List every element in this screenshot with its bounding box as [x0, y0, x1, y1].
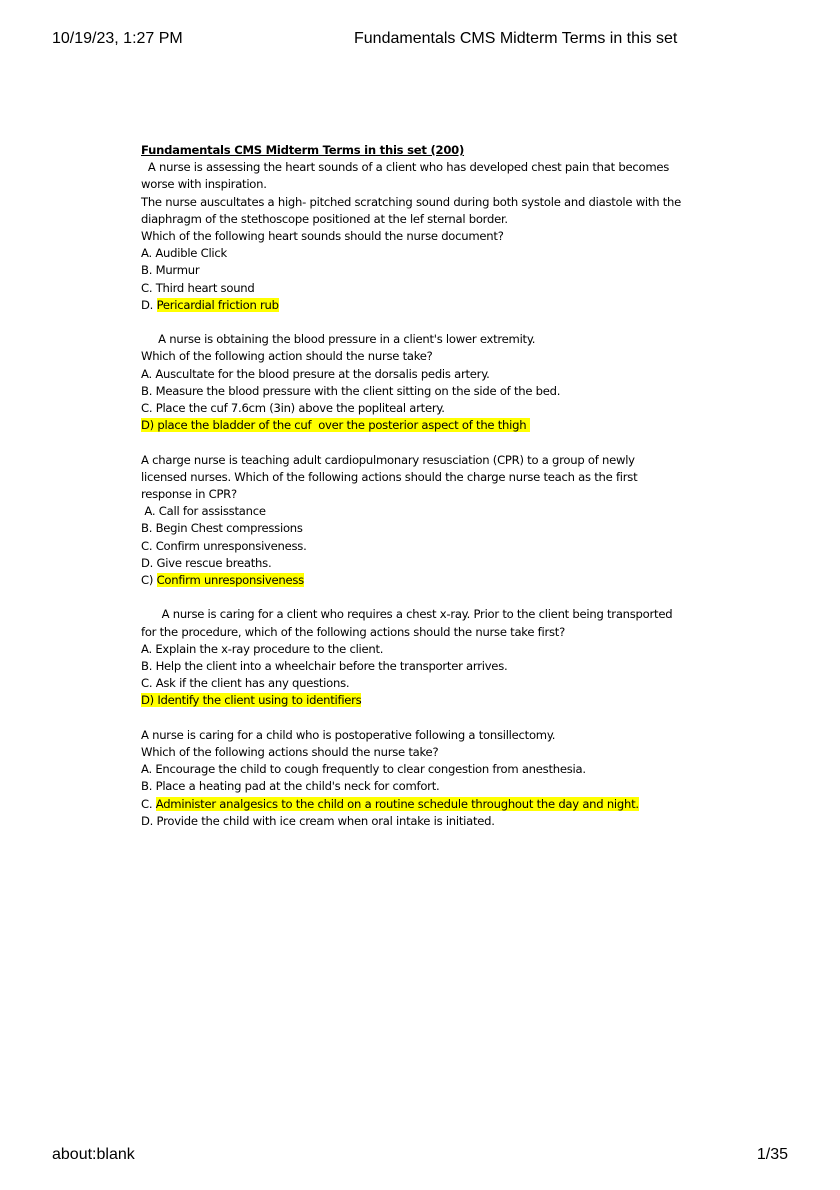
- print-datetime: 10/19/23, 1:27 PM: [52, 30, 183, 47]
- question-stem: for the procedure, which of the following actions should the nurse take first?: [141, 624, 565, 639]
- option-c: C. Third heart sound: [141, 280, 255, 295]
- option-d: D. Provide the child with ice cream when oral intake is initiated.: [141, 813, 495, 828]
- option-b: B. Help the client into a wheelchair before the transporter arrives.: [141, 659, 508, 674]
- question-stem: A nurse is assessing the heart sounds of a client who has developed chest pain that becomes: [141, 160, 670, 175]
- option-a: A. Call for assisstance: [141, 504, 266, 519]
- highlighted-answer: Confirm unresponsiveness: [156, 573, 304, 588]
- highlighted-answer: Pericardial friction rub: [156, 297, 279, 312]
- option-prefix: C.: [141, 796, 156, 811]
- question-3: [141, 452, 711, 590]
- question-stem: A nurse is caring for a child who is postoperative following a tonsillectomy.: [141, 727, 556, 742]
- highlighted-answer: D) Identify the client using to identifiers: [141, 693, 362, 708]
- answer-line: [141, 692, 711, 709]
- question-5: [141, 727, 711, 830]
- option-c: C. Confirm unresponsiveness.: [141, 538, 307, 553]
- option-c: C. Ask if the client has any questions.: [141, 676, 350, 691]
- question-stem: Which of the following actions should the nurse take?: [141, 745, 439, 760]
- option-a: A. Encourage the child to cough frequently to clear congestion from anesthesia.: [141, 762, 586, 777]
- option-b: B. Measure the blood pressure with the client sitting on the side of the bed.: [141, 383, 561, 398]
- option-d: [141, 297, 711, 314]
- answer-line: [141, 572, 711, 589]
- print-title: Fundamentals CMS Midterm Terms in this set: [354, 30, 678, 47]
- option-a: A. Auscultate for the blood presure at the dorsalis pedis artery.: [141, 366, 490, 381]
- option-b: B. Begin Chest compressions: [141, 521, 303, 536]
- option-c: [141, 796, 711, 813]
- document-body: [141, 142, 711, 830]
- option-prefix: D.: [141, 297, 157, 312]
- spacer: [141, 434, 711, 451]
- page-number: 1/35: [756, 1146, 788, 1163]
- option-a: A. Explain the x-ray procedure to the client.: [141, 641, 384, 656]
- spacer: [141, 314, 711, 331]
- question-4: [141, 606, 711, 709]
- question-1: [141, 159, 711, 314]
- spacer: [141, 710, 711, 727]
- question-stem: diaphragm of the stethoscope positioned at the lef sternal border.: [141, 211, 508, 226]
- question-stem: Which of the following action should the nurse take?: [141, 349, 433, 364]
- question-stem: response in CPR?: [141, 487, 237, 502]
- spacer: [141, 589, 711, 606]
- option-d: D. Give rescue breaths.: [141, 555, 272, 570]
- question-stem: A nurse is obtaining the blood pressure in a client's lower extremity.: [141, 332, 536, 347]
- question-stem: A nurse is caring for a client who requires a chest x-ray. Prior to the client being transported: [141, 607, 673, 622]
- highlighted-answer: D) place the bladder of the cuf over the posterior aspect of the thigh: [141, 418, 530, 433]
- option-a: A. Audible Click: [141, 246, 227, 261]
- print-url: about:blank: [52, 1146, 135, 1163]
- option-b: B. Murmur: [141, 263, 200, 278]
- document-title: Fundamentals CMS Midterm Terms in this set (200): [141, 143, 465, 157]
- answer-line: [141, 417, 711, 434]
- highlighted-answer: Administer analgesics to the child on a routine schedule throughout the day and night.: [155, 796, 639, 811]
- question-2: [141, 331, 711, 434]
- question-stem: Which of the following heart sounds should the nurse document?: [141, 229, 504, 244]
- question-stem: licensed nurses. Which of the following actions should the charge nurse teach as the first: [141, 469, 638, 484]
- question-stem: A charge nurse is teaching adult cardiopulmonary resusciation (CPR) to a group of newly: [141, 452, 635, 467]
- option-c: C. Place the cuf 7.6cm (3in) above the popliteal artery.: [141, 401, 445, 416]
- answer-prefix: C): [141, 573, 157, 588]
- option-b: B. Place a heating pad at the child's neck for comfort.: [141, 779, 440, 794]
- question-stem: worse with inspiration.: [141, 177, 267, 192]
- question-stem: The nurse auscultates a high- pitched scratching sound during both systole and diastole with the: [141, 194, 682, 209]
